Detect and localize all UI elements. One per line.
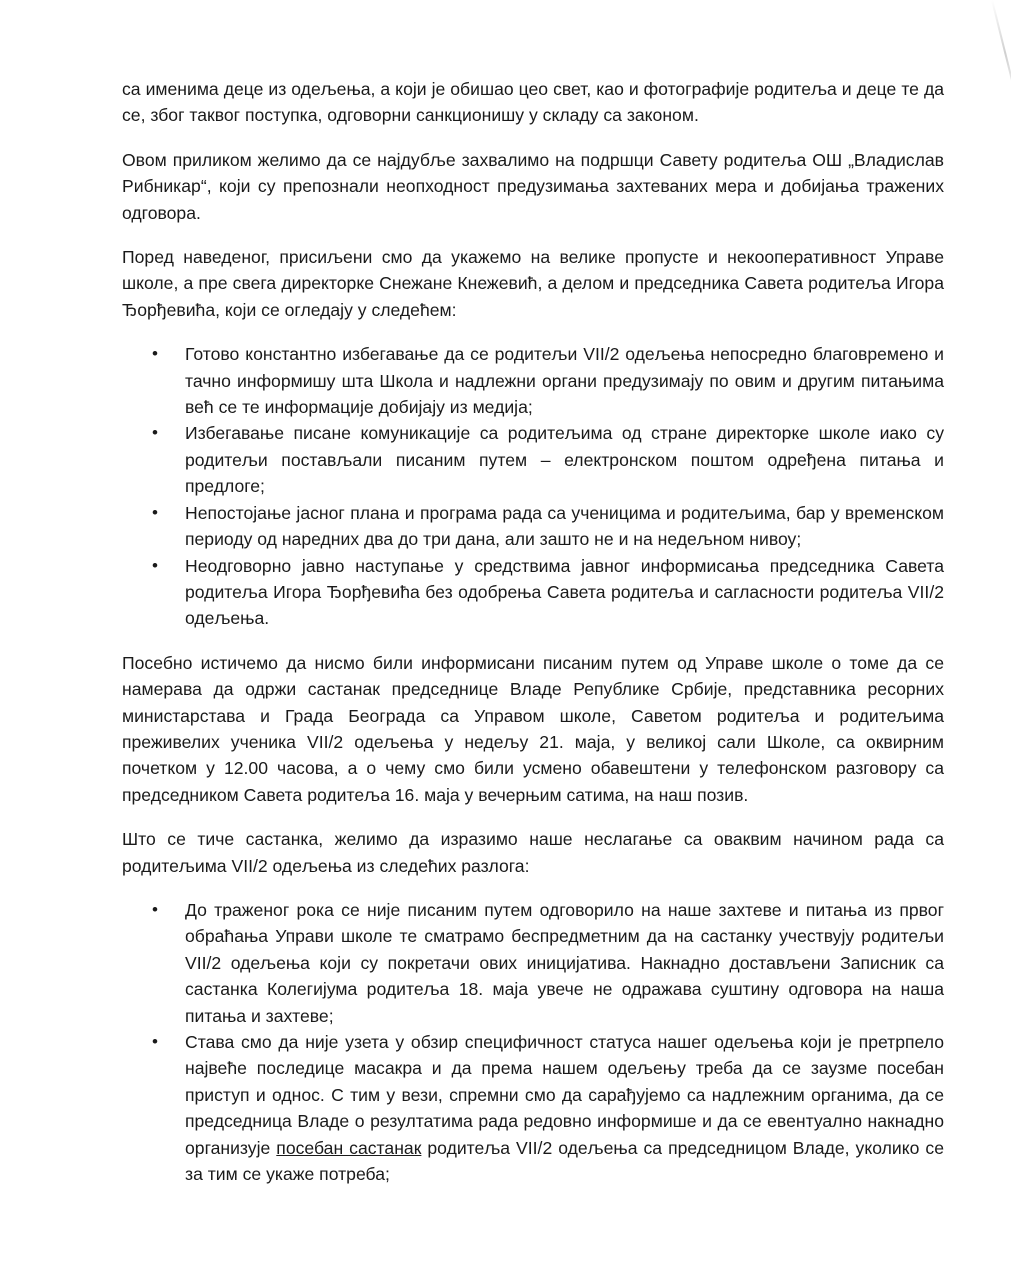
list-item <box>122 553 944 632</box>
paragraph-continuation: са именима деце из одељења, а који је обишао цео свет, као и фотографије родитеља и деце те да се, због таквог поступка, одговорни санкционишу у складу са законом. <box>122 79 944 126</box>
list-item <box>122 1029 944 1187</box>
bullet-icon: • <box>152 344 158 364</box>
bullet-icon: • <box>152 899 158 919</box>
list-item <box>122 500 944 553</box>
list-item-text-part: Става смо да није узета у обзир специфичност статуса нашег одељења који је претрпело највеће последице масакра и да према нашем одељењу треба да се заузме посебан приступ и однос. С тим у вези, спремни смо да сарађујемо са надлежним органима, да се председница Владе о резултатима рада редовно информише и да се евентуално накнадно организује <box>185 1032 944 1158</box>
bullet-icon: • <box>152 1032 158 1051</box>
document-body <box>122 76 944 1205</box>
paragraph-omissions-intro: Поред наведеног, присиљени смо да укажемо на велике пропусте и некооперативност Управе школе, а пре свега директорке Снежане Кнежевић, а делом и председника Савета родитеља Игора Ђорђевића, који се огледају у следећем: <box>122 247 944 320</box>
list-item-text: Неодговорно јавно наступање у средствима јавног информисања председника Савета родитеља Игора Ђорђевића без одобрења Савета родитеља и сагласности родитеља VII/2 одељења. <box>185 555 944 629</box>
list-item <box>122 897 944 1029</box>
bullet-icon: • <box>152 502 158 522</box>
omissions-list <box>122 341 944 631</box>
list-item <box>122 420 944 499</box>
paragraph-meeting-notice: Посебно истичемо да нисмо били информисани писаним путем од Управе школе о томе да се намерава да одржи састанак председнице Владе Републике Србије, представника ресорних министарстава и Града Београда са Управом школе, Саветом родитеља и родитељима преживелих ученика VII/2 одељења у недељу 21. маја, у великој сали Школе, са оквирним почетком у 12.00 часова, а о чему смо били усмено обавештени у телефонском разговору са председником Савета родитеља 16. маја у вечерњим сатима, на наш позив. <box>122 652 944 805</box>
scan-edge-shadow <box>991 0 1011 107</box>
paragraph-disagreement-intro: Што се тиче састанка, желимо да изразимо наше неслагање са оваквим начином рада са родитељима VII/2 одељења из следећих разлога: <box>122 829 944 876</box>
underlined-phrase: посебан састанак <box>276 1137 422 1158</box>
list-item-text-part: родитеља VII/2 одељења са председницом Владе, уколико се за тим се укаже потреба; <box>185 1137 944 1185</box>
list-item-text: Избегавање писане комуникације са родитељима од стране директорке школе иако су родитељи постављали писаним путем – електронском поштом одређена питања и предлоге; <box>185 423 944 497</box>
list-item-text: До траженог рока се није писаним путем одговорило на наше захтеве и питања из првог обраћања Управи школе те сматрамо беспредметним да на састанку учествују родитељи VII/2 одељења који су покретачи ових иницијатива. Накнадно достављени Записник са састанка Колегијума родитеља 18. маја увече не одражава суштину одговора на наша питања и захтеве; <box>185 899 944 1026</box>
bullet-icon: • <box>152 423 158 443</box>
list-item-text: Непостојање јасног плана и програма рада са ученицима и родитељима, бар у временском периоду од наредних два до три дана, али зашто не и на недељном нивоу; <box>185 502 944 550</box>
list-item <box>122 341 944 420</box>
list-item-text: Готово константно избегавање да се родитељи VII/2 одељења непосредно благовремено и тачно информишу шта Школа и надлежни органи предузимају по овим и другим питањима већ се те информације добијају из медија; <box>185 344 944 418</box>
paragraph-thanks: Овом приликом желимо да се најдубље захвалимо на подршци Савету родитеља ОШ „Владислав Рибникар“, који су препознали неопходност предузимања захтеваних мера и добијања тражених одговора. <box>122 149 944 223</box>
bullet-icon: • <box>152 555 158 575</box>
reasons-list <box>122 897 944 1187</box>
